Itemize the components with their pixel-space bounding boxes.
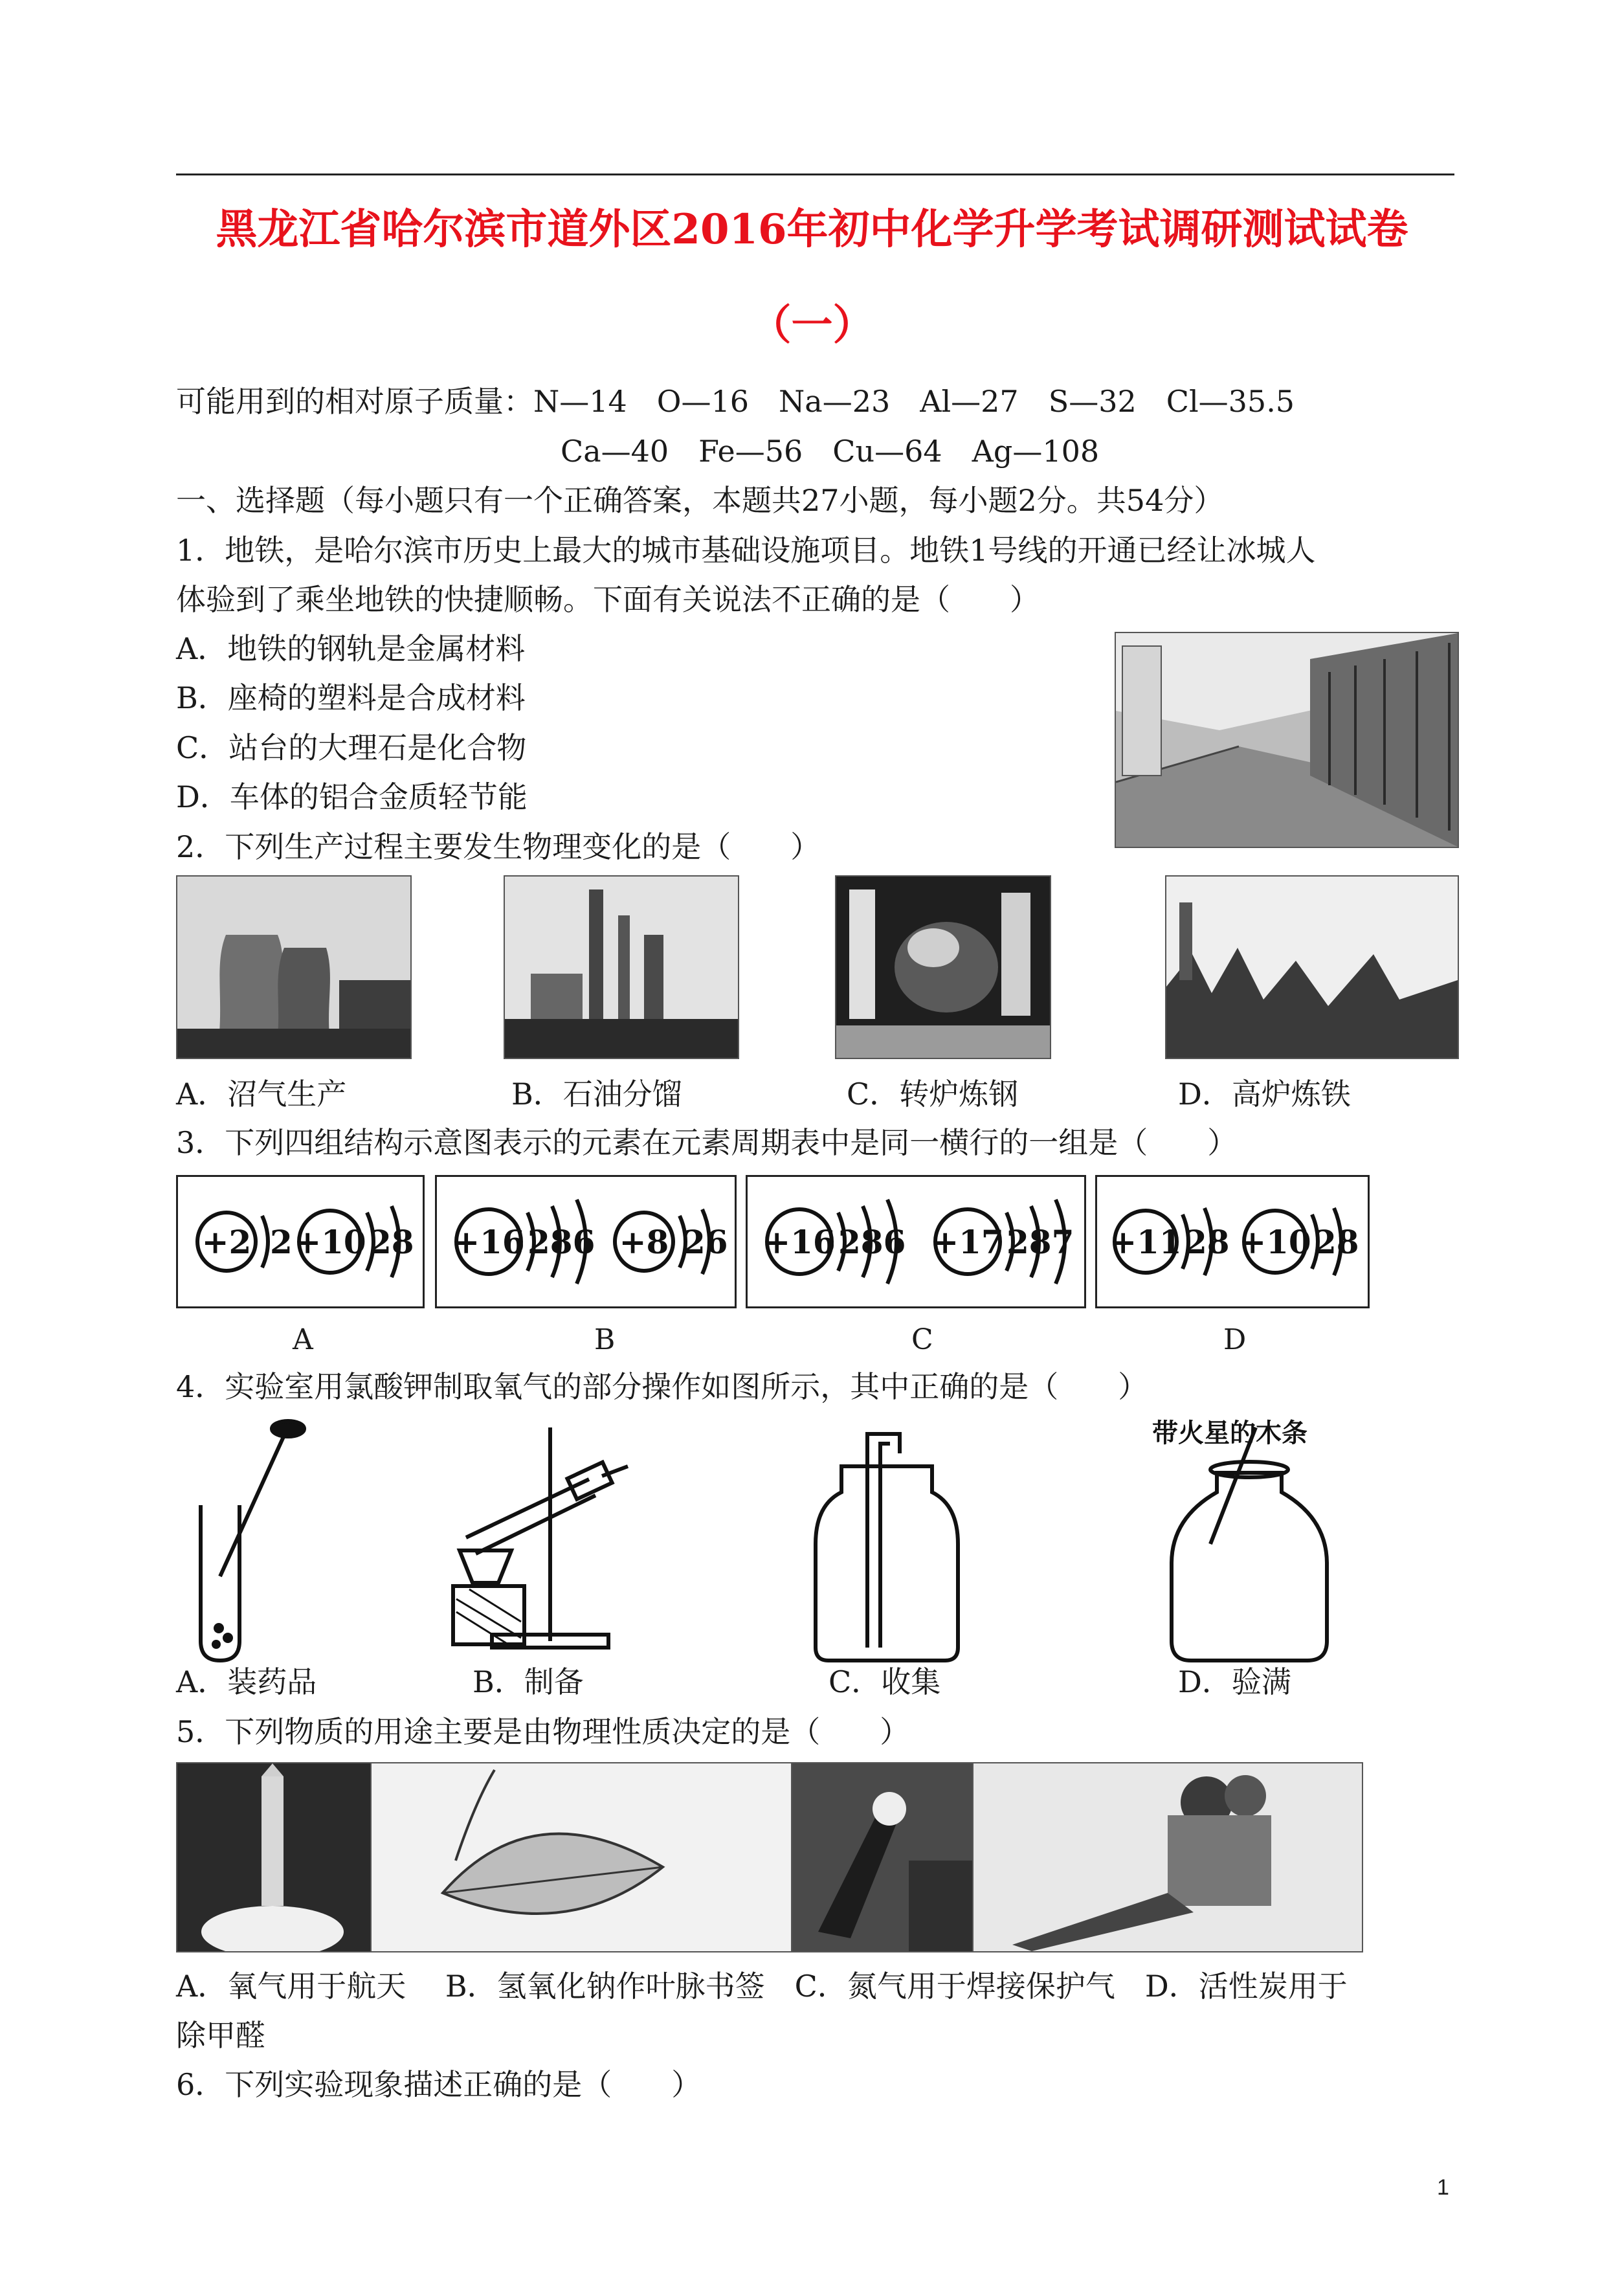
atom-c1-shells: 286	[838, 1223, 906, 1261]
atom-diagram-group-a	[176, 1175, 425, 1308]
biogas-plant-photo	[176, 875, 412, 1059]
q2-option-b: B．石油分馏	[511, 1077, 682, 1112]
steel-converter-photo	[835, 875, 1051, 1059]
q5-stem: 5．下列物质的用途主要是由物理性质决定的是（ ）	[176, 1714, 910, 1749]
activated-carbon-photo	[972, 1762, 1363, 1952]
atom-d2-nucleus: +10	[1239, 1223, 1311, 1261]
test-tube-loading-figure	[181, 1415, 311, 1667]
atom-diagram-group-b	[435, 1175, 737, 1308]
q4-stem: 4．实验室用氯酸钾制取氧气的部分操作如图所示，其中正确的是（ ）	[176, 1369, 1148, 1404]
atom-c2-nucleus: +17	[931, 1223, 1004, 1261]
atom-b2-shells: 26	[683, 1223, 728, 1261]
atom-diagram-group-c	[746, 1175, 1086, 1308]
welding-photo	[791, 1762, 975, 1952]
q1-option-b: B．座椅的塑料是合成材料	[176, 680, 526, 715]
q5-options-line1: A．氧气用于航天 B．氢氧化钠作叶脉书签 C．氮气用于焊接保护气 D．活性炭用于	[176, 1969, 1348, 2004]
atom-a1-shells: 2	[270, 1223, 293, 1261]
q6-stem: 6．下列实验现象描述正确的是（ ）	[176, 2067, 702, 2102]
atom-d2-shells: 28	[1314, 1223, 1359, 1261]
atom-b1-nucleus: +16	[452, 1223, 525, 1261]
leaf-bookmark-photo	[370, 1762, 794, 1952]
subway-photo	[1115, 632, 1459, 848]
atom-a2-shells: 28	[369, 1223, 414, 1261]
atomic-masses-line1: 可能用到的相对原子质量：N—14 O—16 Na—23 Al—27 S—32 Cl—35.5	[176, 384, 1295, 419]
atom-b2-nucleus: +8	[619, 1223, 669, 1261]
page-subtitle: （一）	[750, 301, 874, 350]
gas-collection-bottle-figure	[803, 1415, 971, 1667]
oxygen-full-test-figure	[1139, 1415, 1450, 1667]
blast-furnace-photo	[1165, 875, 1459, 1059]
q4-option-c: C．收集	[829, 1664, 941, 1699]
atom-d1-shells: 28	[1185, 1223, 1230, 1261]
q4-option-b: B．制备	[473, 1664, 584, 1699]
atom-diagram-group-d	[1095, 1175, 1370, 1308]
atomic-masses-line2: Ca—40 Fe—56 Cu—64 Ag—108	[561, 434, 1100, 469]
q3-label-a: A	[293, 1323, 313, 1356]
glowing-splint-label: 带火星的木条	[1152, 1418, 1307, 1448]
q1-stem-line2: 体验到了乘坐地铁的快捷顺畅。下面有关说法不正确的是（ ）	[176, 582, 1040, 617]
q2-option-d: D．高炉炼铁	[1178, 1077, 1351, 1112]
q2-stem: 2．下列生产过程主要发生物理变化的是（ ）	[176, 829, 821, 864]
page-number: 1	[1437, 2175, 1449, 2200]
oil-refinery-photo	[504, 875, 739, 1059]
atom-a1-nucleus: +2	[201, 1223, 252, 1261]
rocket-launch-photo	[176, 1762, 373, 1952]
q2-option-c: C．转炉炼钢	[847, 1077, 1019, 1112]
page-title: 黑龙江省哈尔滨市道外区2016年初中化学升学考试调研测试试卷	[216, 205, 1408, 254]
atom-d1-nucleus: +11	[1109, 1223, 1182, 1261]
q1-stem-line1: 1．地铁，是哈尔滨市历史上最大的城市基础设施项目。地铁1号线的开通已经让冰城人	[176, 533, 1316, 568]
q3-label-d: D	[1223, 1323, 1247, 1356]
q4-option-a: A．装药品	[176, 1664, 317, 1699]
q3-label-b: B	[594, 1323, 616, 1356]
section-header: 一、选择题（每小题只有一个正确答案，本题共27小题，每小题2分。共54分）	[176, 483, 1224, 518]
q1-option-c: C．站台的大理石是化合物	[176, 730, 527, 765]
q1-option-d: D．车体的铝合金质轻节能	[176, 779, 528, 814]
q4-option-d: D．验满	[1178, 1664, 1291, 1699]
q3-label-c: C	[911, 1323, 933, 1356]
atom-c1-nucleus: +16	[763, 1223, 836, 1261]
oxygen-prep-apparatus-figure	[427, 1415, 634, 1667]
header-rule	[176, 173, 1454, 175]
q1-option-a: A．地铁的钢轨是金属材料	[176, 631, 526, 666]
atom-b1-shells: 286	[528, 1223, 595, 1261]
q2-option-a: A．沼气生产	[176, 1077, 347, 1112]
atom-c2-shells: 287	[1007, 1223, 1074, 1261]
atom-a2-nucleus: +10	[294, 1223, 366, 1261]
q5-options-line2: 除甲醛	[176, 2018, 265, 2053]
q3-stem: 3．下列四组结构示意图表示的元素在元素周期表中是同一横行的一组是（ ）	[176, 1125, 1238, 1160]
